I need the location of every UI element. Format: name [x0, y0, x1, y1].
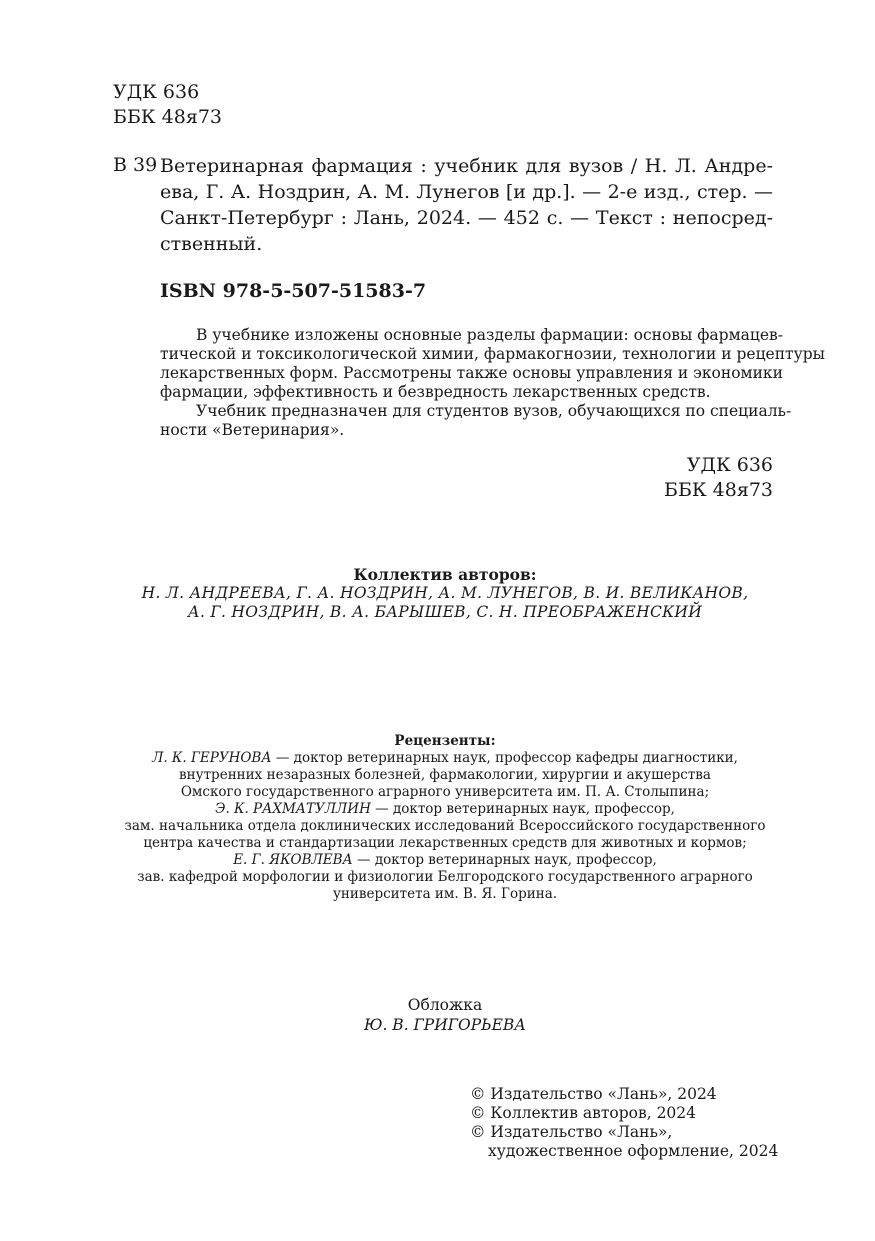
- udk-code: УДК 636: [686, 454, 773, 476]
- reviewer-line: [120, 750, 770, 767]
- isbn: ISBN 978-5-507-51583-7: [160, 280, 427, 302]
- annotation-line: лекарственных форм. Рассмотрены также основы управления и экономики: [160, 364, 783, 382]
- authors-line: Н. Л. АНДРЕЕВА, Г. А. НОЗДРИН, А. М. ЛУНЕГОВ, В. И. ВЕЛИКАНОВ,: [141, 584, 749, 602]
- top-classification-codes: [113, 80, 222, 130]
- authors-block: [120, 565, 770, 622]
- copyright-line: © Издательство «Лань»,: [470, 1123, 673, 1141]
- cover-credit: [120, 995, 770, 1035]
- reviewer-name: Э. К. РАХМАТУЛЛИН: [215, 801, 371, 817]
- annotation-line: В учебнике изложены основные разделы фармации: основы фармацев-: [196, 326, 783, 344]
- reviewers-block: [120, 733, 770, 903]
- copyright-line: © Коллектив авторов, 2024: [470, 1104, 697, 1122]
- record-line: ева, Г. А. Ноздрин, А. М. Лунегов [и др.]. — 2-е изд., стер. —: [160, 181, 773, 203]
- bbk-code: ББК 48я73: [663, 479, 773, 501]
- author-code: В 39: [113, 154, 158, 176]
- reviewer-name: Е. Г. ЯКОВЛЕВА: [233, 852, 353, 868]
- reviewers-heading: Рецензенты:: [394, 733, 496, 749]
- authors-line: А. Г. НОЗДРИН, В. А. БАРЫШЕВ, С. Н. ПРЕОБРАЖЕНСКИЙ: [187, 603, 703, 621]
- record-line: Санкт-Петербург : Лань, 2024. — 452 с. — Текст : непосред-: [160, 207, 773, 229]
- reviewer-line: зав. кафедрой морфологии и физиологии Белгородского государственного аграрного: [137, 869, 753, 885]
- udk-code: УДК 636: [113, 81, 200, 103]
- annotation: [160, 326, 826, 440]
- annotation-line: фармации, эффективность и безвредность лекарственных средств.: [160, 383, 711, 401]
- cover-label: Обложка: [407, 996, 483, 1014]
- reviewer-line: [120, 801, 770, 818]
- bbk-code: ББК 48я73: [113, 106, 223, 128]
- record-line: ственный.: [160, 233, 263, 255]
- record-line: Ветеринарная фармация : учебник для вузов / Н. Л. Андре-: [160, 155, 773, 177]
- reviewer-line: внутренних незаразных болезней, фармакологии, хирургии и акушерства: [179, 767, 711, 783]
- reviewer-line: университета им. В. Я. Горина.: [332, 886, 558, 902]
- reviewer-line: [120, 852, 770, 869]
- cover-designer: Ю. В. ГРИГОРЬЕВА: [363, 1016, 527, 1034]
- reviewer-title: — доктор ветеринарных наук, профессор,: [352, 852, 657, 868]
- copyright-block: [470, 1085, 778, 1161]
- reviewer-title: — доктор ветеринарных наук, профессор,: [370, 801, 675, 817]
- bottom-classification-codes: [664, 453, 773, 503]
- reviewer-line: Омского государственного аграрного университета им. П. А. Столыпина;: [180, 784, 710, 800]
- annotation-line: Учебник предназначен для студентов вузов, обучающихся по специаль-: [196, 402, 792, 420]
- copyright-line: художественное оформление, 2024: [488, 1142, 779, 1160]
- reviewer-line: зам. начальника отдела доклинических исследований Всероссийского государственного: [124, 818, 766, 834]
- bibliographic-record: [160, 153, 773, 257]
- copyright-line: © Издательство «Лань», 2024: [470, 1085, 717, 1103]
- annotation-line: ности «Ветеринария».: [160, 421, 345, 439]
- authors-heading: Коллектив авторов:: [353, 565, 537, 584]
- reviewer-name: Л. К. ГЕРУНОВА: [152, 750, 272, 766]
- annotation-line: тической и токсикологической химии, фармакогнозии, технологии и рецептуры: [160, 345, 826, 363]
- reviewer-title: — доктор ветеринарных наук, профессор кафедры диагностики,: [271, 750, 738, 766]
- reviewer-line: центра качества и стандартизации лекарственных средств для животных и кормов;: [143, 835, 747, 851]
